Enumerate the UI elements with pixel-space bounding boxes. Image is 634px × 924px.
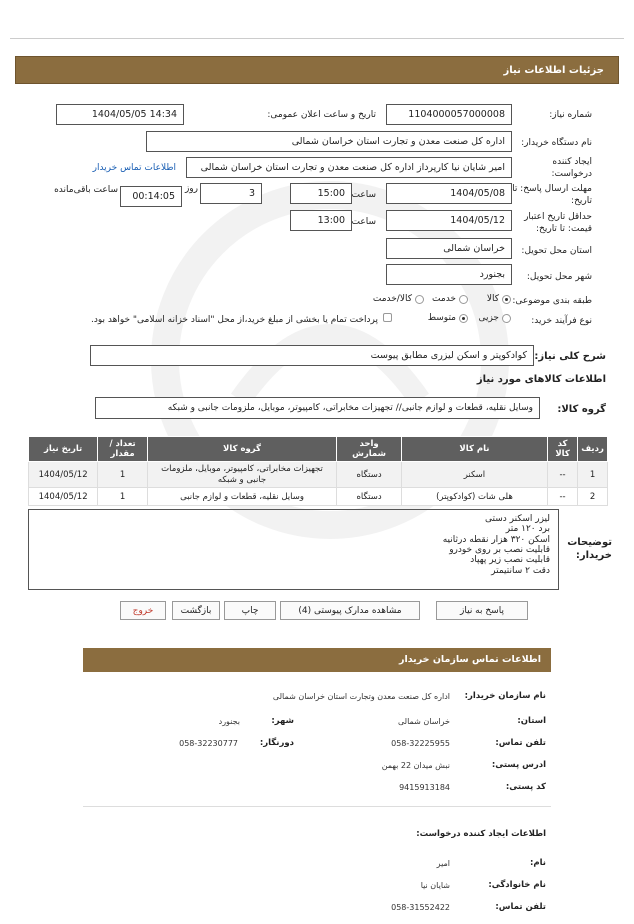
cell-date: 1404/05/12 xyxy=(29,488,98,506)
col-date: تاریخ نیاز xyxy=(29,437,98,462)
category-option-both[interactable]: کالا/خدمت xyxy=(373,294,424,304)
col-qty: تعداد / مقدار xyxy=(98,437,148,462)
postal-code-label: کد پستی: xyxy=(505,782,546,792)
delivery-province-label: استان محل تحویل: xyxy=(521,246,592,256)
requester-field: امیر شایان نیا کارپرداز اداره کل صنعت معدن و تجارت استان خراسان شمالی xyxy=(186,157,512,178)
radio-icon[interactable] xyxy=(459,314,468,323)
city-label: شهر: xyxy=(271,716,294,726)
response-date-field: 1404/05/08 xyxy=(386,183,512,204)
requester-name-label: نام: xyxy=(529,858,546,868)
province-label: استان: xyxy=(517,716,546,726)
col-unit: واحد شمارش xyxy=(337,437,402,462)
buyer-notes-box: لیزر اسکنر دستی برد ۱۲۰ متر اسکن ۳۲۰ هزار نقطه درثانیه قابلیت نصب بر روی خودرو قابلیت نصب زیر پهپاد دقت ۲ سانتیمتر xyxy=(28,509,559,590)
requester-label-line2: درخواست: xyxy=(551,169,592,179)
price-validity-time-label: ساعت xyxy=(351,217,376,227)
requester-contact-title: اطلاعات ایجاد کننده درخواست: xyxy=(416,829,546,839)
radio-icon[interactable] xyxy=(502,295,511,304)
phone-value: 058-32225955 xyxy=(391,739,450,748)
back-button[interactable]: بازگشت xyxy=(172,601,220,620)
process-label: نوع فرآیند خرید: xyxy=(531,316,592,326)
address-value: نبش میدان 22 بهمن xyxy=(381,761,450,770)
buyer-notes-label-line2: خریدار: xyxy=(575,550,612,561)
page-header: جزئیات اطلاعات نیاز xyxy=(15,56,619,84)
buyer-org-field: اداره کل صنعت معدن و تجارت استان خراسان شمالی xyxy=(146,131,512,152)
price-validity-label-line2: قیمت: تا تاریخ: xyxy=(536,224,592,234)
cell-qty: 1 xyxy=(98,462,148,488)
requester-name-value: امیر xyxy=(436,859,450,868)
items-table xyxy=(28,436,608,506)
exit-button[interactable]: خروج xyxy=(120,601,166,620)
delivery-city-field: بجنورد xyxy=(386,264,512,285)
requester-family-value: شایان نیا xyxy=(420,881,450,890)
delivery-city-label: شهر محل تحویل: xyxy=(526,272,592,282)
cell-date: 1404/05/12 xyxy=(29,462,98,488)
price-validity-time-field: 13:00 xyxy=(290,210,352,231)
address-label: ادرس پستی: xyxy=(491,760,546,770)
price-validity-date-field: 1404/05/12 xyxy=(386,210,512,231)
cell-unit: دستگاه xyxy=(337,488,402,506)
cell-name: اسکنر xyxy=(401,462,547,488)
response-deadline-label-line2: تاریخ: xyxy=(571,196,592,206)
fax-label: دورنگار: xyxy=(259,738,294,748)
buyer-org-contact-label: نام سازمان خریدار: xyxy=(464,691,546,701)
treasury-note: پرداخت تمام یا بخشی از مبلغ خرید،از محل "اسناد خزانه اسلامی" خواهد بود. xyxy=(90,315,378,325)
general-desc-label: شرح کلی نیاز: xyxy=(534,351,606,362)
requester-label-line1: ایجاد کننده xyxy=(552,157,592,167)
radio-icon[interactable] xyxy=(502,314,511,323)
days-left-field: 3 xyxy=(200,183,262,204)
province-value: خراسان شمالی xyxy=(397,717,450,726)
goods-group-label: گروه کالا: xyxy=(557,404,606,415)
days-label: روز xyxy=(184,184,198,194)
city-value: بجنورد xyxy=(218,717,240,726)
reply-button[interactable]: پاسخ به نیاز xyxy=(436,601,528,620)
treasury-checkbox[interactable] xyxy=(383,313,392,322)
cell-unit: دستگاه xyxy=(337,462,402,488)
announce-datetime-field: 1404/05/05 14:34 xyxy=(56,104,184,125)
print-button[interactable]: چاپ xyxy=(224,601,276,620)
checkbox-icon[interactable] xyxy=(383,313,392,322)
goods-group-field: وسایل نقلیه، قطعات و لوازم جانبی// تجهیزات مخابراتی، کامپیوتر، موبایل، ملزومات جانبی و شبکه xyxy=(95,397,540,419)
table-header-row xyxy=(29,437,608,462)
cell-row: 1 xyxy=(578,462,608,488)
cell-code: -- xyxy=(547,488,577,506)
cell-name: هلی شات (کوادکوپتر) xyxy=(401,488,547,506)
category-option-service[interactable]: خدمت xyxy=(432,294,468,304)
section-divider xyxy=(83,806,551,807)
buyer-org-label: نام دستگاه خریدار: xyxy=(521,138,592,148)
general-desc-field: کوادکوپتر و اسکن لیزری مطابق پیوست xyxy=(90,345,534,366)
view-attachments-button[interactable]: مشاهده مدارک پیوستی (4) xyxy=(280,601,420,620)
requester-phone-label: تلفن تماس: xyxy=(495,902,546,912)
remaining-time-field: 00:14:05 xyxy=(120,186,182,207)
top-divider xyxy=(10,38,624,39)
response-deadline-label-line1: مهلت ارسال پاسخ: تا xyxy=(512,184,592,194)
cell-group: وسایل نقلیه، قطعات و لوازم جانبی xyxy=(147,488,336,506)
fax-value: 058-32230777 xyxy=(179,739,238,748)
need-number-field: 1104000057000008 xyxy=(386,104,512,125)
category-option-goods[interactable]: کالا xyxy=(487,294,511,304)
table-row xyxy=(29,462,608,488)
remaining-time-label: ساعت باقی‌مانده xyxy=(54,185,118,195)
radio-icon[interactable] xyxy=(415,295,424,304)
cell-row: 2 xyxy=(578,488,608,506)
postal-code-value: 9415913184 xyxy=(399,783,450,792)
response-time-field: 15:00 xyxy=(290,183,352,204)
buyer-org-contact-value: اداره کل صنعت معدن وتجارت استان خراسان شمالی xyxy=(272,692,450,701)
phone-label: تلفن تماس: xyxy=(495,738,546,748)
delivery-province-field: خراسان شمالی xyxy=(386,238,512,259)
response-time-label: ساعت xyxy=(351,190,376,200)
col-group: گروه کالا xyxy=(147,437,336,462)
cell-group: تجهیزات مخابراتی، کامپیوتر، موبایل، ملزومات جانبی و شبکه xyxy=(147,462,336,488)
announce-datetime-label: تاریخ و ساعت اعلان عمومی: xyxy=(267,110,376,120)
cell-qty: 1 xyxy=(98,488,148,506)
buyer-contact-header: اطلاعات تماس سازمان خریدار xyxy=(83,648,551,672)
col-name: نام کالا xyxy=(401,437,547,462)
goods-info-title: اطلاعات کالاهای مورد نیاز xyxy=(476,374,606,385)
need-number-label: شماره نیاز: xyxy=(549,110,592,120)
col-code: کد کالا xyxy=(547,437,577,462)
buyer-contact-link[interactable]: اطلاعات تماس خریدار xyxy=(92,163,176,173)
requester-phone-value: 058-31552422 xyxy=(391,903,450,912)
cell-code: -- xyxy=(547,462,577,488)
table-row xyxy=(29,488,608,506)
process-option-medium[interactable]: متوسط xyxy=(428,313,468,323)
col-row: ردیف xyxy=(578,437,608,462)
category-label: طبقه بندی موضوعی: xyxy=(512,296,592,306)
buyer-notes-label-line1: توضیحات xyxy=(567,537,612,548)
requester-family-label: نام خانوادگی: xyxy=(488,880,546,890)
price-validity-label-line1: حداقل تاریخ اعتبار xyxy=(524,212,592,222)
radio-icon[interactable] xyxy=(459,295,468,304)
process-option-minor[interactable]: جزیی xyxy=(478,313,511,323)
